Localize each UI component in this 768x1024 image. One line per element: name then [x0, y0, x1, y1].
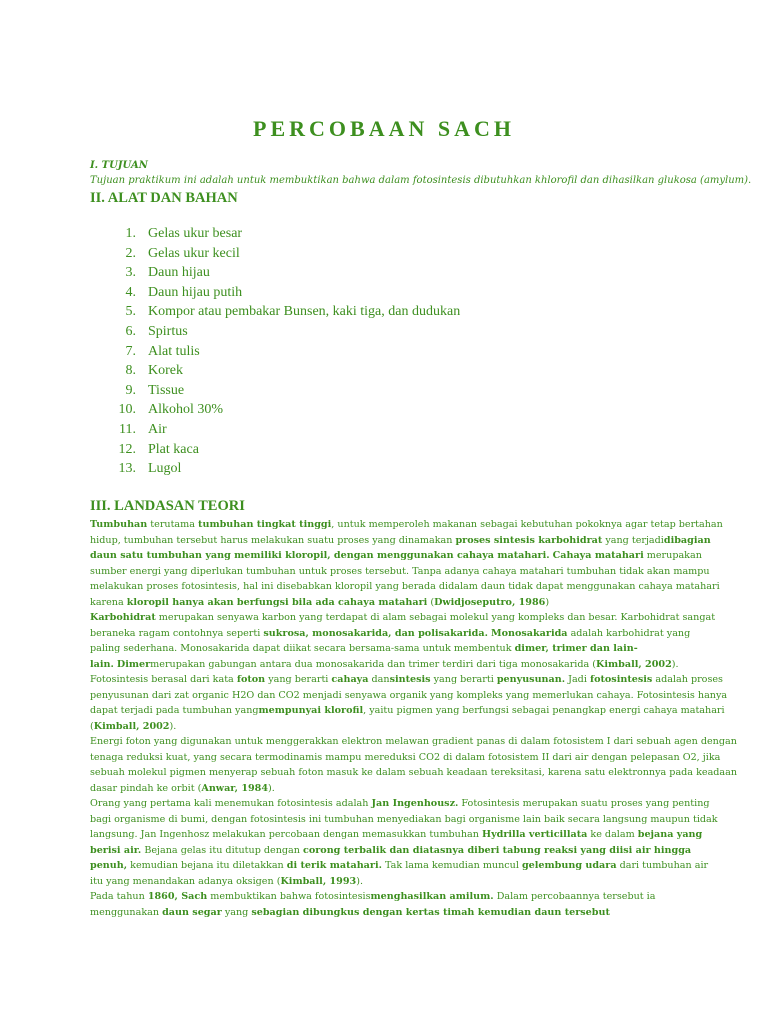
paragraph-line	[90, 796, 710, 812]
text-run: beraneka ragam contohnya seperti	[90, 627, 264, 639]
bold-text: mempunyai klorofil	[258, 705, 364, 716]
bold-text: gelembung udara	[521, 860, 617, 871]
text-run: dari tumbuhan air	[616, 860, 709, 871]
tujuan-heading: I. TUJUAN	[90, 160, 148, 171]
paragraph-line	[90, 688, 728, 704]
bold-text: foton	[236, 674, 266, 685]
paragraph-line	[90, 781, 690, 797]
text-run: membuktikan bahwa fotosintesis	[207, 891, 371, 902]
paragraph-line	[90, 517, 723, 533]
list-item-label: Gelas ukur kecil	[148, 245, 240, 261]
list-item-number: 8.	[125, 363, 136, 379]
text-run: ).	[671, 658, 679, 670]
text-run: ).	[169, 720, 177, 732]
list-item-number: 13.	[118, 461, 136, 477]
bold-text: Kimball, 2002	[93, 720, 170, 732]
alat-list	[90, 224, 460, 479]
list-item-number: 1.	[125, 226, 136, 241]
list-item	[90, 302, 460, 322]
bold-text: Jan Ingenhousz.	[371, 798, 459, 809]
bold-text: proses sintesis karbohidrat	[455, 534, 603, 546]
bold-text: Karbohidrat	[90, 612, 156, 623]
paragraph-line	[90, 843, 690, 859]
text-run: Tak lama kemudian muncul	[381, 860, 522, 871]
text-run: yang terjadi	[602, 534, 664, 546]
text-run: merupakan	[643, 550, 702, 561]
list-item-number: 2.	[125, 245, 136, 261]
list-item-label: Daun hijau	[148, 265, 210, 281]
text-run: itu yang menandakan adanya oksigen (	[90, 875, 281, 887]
list-item-label: Gelas ukur besar	[148, 226, 243, 241]
text-run: kemudian bejana itu diletakkan	[127, 860, 287, 871]
bold-text: fotosintesis	[589, 674, 653, 685]
bold-text: sebagian dibungkus dengan kertas timah kemudian daun tersebut	[251, 906, 610, 918]
text-run: )	[545, 596, 550, 608]
text-run: adalah karbohidrat yang	[567, 627, 691, 639]
paragraph-line	[90, 533, 711, 549]
bold-text: menghasilkan amilum.	[370, 891, 494, 902]
bold-text: dibagian	[663, 534, 711, 546]
text-run: paling sederhana. Monosakarida dapat diikat secara bersama-sama untuk membentuk	[90, 643, 515, 654]
text-run: bagi organisme di bumi, dengan fotosintesis ini tumbuhan menyediakan bagi organisme lain baik secara langsung maupun tidak	[90, 813, 718, 825]
bold-text: Anwar, 1984	[201, 782, 269, 794]
bold-text: lain.	[90, 658, 114, 670]
list-item	[90, 459, 460, 479]
tujuan-text: Tujuan praktikum ini adalah untuk membuktikan bahwa dalam fotosintesis dibutuhkan khlorofil dan dihasilkan glukosa (amylum).	[90, 175, 752, 186]
list-item-label: Plat kaca	[148, 441, 199, 457]
paragraph-line	[90, 719, 690, 735]
text-run: melakukan proses fotosintesis, hal ini disebabkan kloropil yang berada didalam daun tidak dapat menggunakan cahaya matahari	[90, 581, 720, 592]
list-item-label: Air	[148, 421, 167, 437]
list-item	[90, 342, 460, 362]
bold-text: penyusunan.	[496, 674, 566, 685]
text-run: merupakan senyawa karbon yang terdapat di alam sebagai molekul yang kompleks dan besar. Karbohidrat sangat	[155, 612, 716, 623]
text-run: (	[427, 596, 435, 608]
list-item-number: 12.	[118, 441, 136, 457]
list-item-number: 3.	[125, 265, 136, 281]
paragraph-line	[90, 765, 738, 781]
list-item-number: 6.	[125, 323, 136, 339]
list-item	[90, 420, 460, 440]
text-run: sebuah molekul pigmen menyerap sebuah foton masuk ke dalam sebuah keadaan tereksitasi, karena satu elektronnya pada keadaan	[90, 767, 738, 778]
text-run: dapat terjadi pada tumbuhan yang	[90, 705, 259, 716]
list-item	[90, 440, 460, 460]
paragraph-line	[90, 626, 690, 642]
text-run: adalah proses	[652, 674, 723, 685]
text-run: terutama	[147, 519, 199, 530]
bold-text: sukrosa, monosakarida, dan polisakarida.	[263, 627, 488, 639]
paragraph-line	[90, 734, 737, 750]
paragraph-line	[90, 548, 702, 564]
bold-text: daun satu tumbuhan yang memiliki kloropil, dengan menggunakan cahaya matahari.	[90, 550, 550, 561]
bold-text: Kimball, 1993	[280, 875, 357, 887]
bold-text: Dwidjoseputro, 1986	[434, 596, 546, 608]
list-item-label: Spirtus	[148, 323, 188, 339]
bold-text: Hydrilla verticillata	[482, 829, 588, 840]
bold-text: cahaya	[331, 674, 369, 685]
list-item-label: Alkohol 30%	[148, 402, 224, 418]
list-item-label: Kompor atau pembakar Bunsen, kaki tiga, dan dudukan	[148, 304, 461, 320]
list-item	[90, 361, 460, 381]
text-run: yang berarti	[265, 674, 332, 685]
list-item-number: 7.	[125, 343, 136, 359]
text-run: Dalam percobaannya tersebut ia	[493, 891, 656, 902]
list-item-number: 10.	[118, 402, 136, 418]
paragraph-line	[90, 641, 690, 657]
paragraph-line	[90, 672, 723, 688]
paragraph-line	[90, 595, 690, 611]
text-run: menggunakan	[90, 906, 163, 918]
bold-text: Dimer	[116, 658, 151, 670]
list-item-label: Lugol	[148, 461, 182, 477]
paragraph-line	[90, 750, 721, 766]
text-run: (	[90, 720, 94, 732]
paragraph-line	[90, 657, 690, 673]
alat-heading: II. ALAT DAN BAHAN	[90, 190, 238, 206]
text-run: karena	[90, 596, 127, 608]
list-item	[90, 263, 460, 283]
list-item	[90, 244, 460, 264]
list-item	[90, 283, 460, 303]
text-run: , yaitu pigmen yang berfungsi sebagai penangkap energi cahaya matahari	[363, 705, 725, 716]
text-run: Energi foton yang digunakan untuk menggerakkan elektron melawan gradient panas di dalam fotosistem I dari sebuah agen dengan	[90, 736, 737, 747]
list-item-number: 4.	[125, 284, 136, 300]
list-item-label: Tissue	[148, 382, 185, 398]
paragraph-line	[90, 827, 703, 843]
bold-text: di terik matahari.	[286, 860, 382, 871]
text-run: sumber energi yang diperlukan tumbuhan untuk proses tersebut. Tanpa adanya cahaya matahari tumbuhan tidak akan mampu	[90, 565, 710, 577]
text-run: merupakan gabungan antara dua monosakarida dan trimer terdiri dari tiga monosakarida (	[150, 658, 597, 670]
bold-text: daun segar	[162, 906, 222, 918]
bold-text: tumbuhan tingkat tinggi	[198, 519, 332, 530]
bold-text: Cahaya matahari	[552, 550, 644, 561]
paragraph-line	[90, 858, 709, 874]
text-run: Fotosintesis berasal dari kata	[90, 674, 237, 685]
bold-text: kloropil hanya akan berfungsi bila ada cahaya matahari	[126, 596, 428, 608]
list-item-number: 5.	[125, 304, 136, 320]
paragraph-line	[90, 579, 720, 595]
text-run: langsung. Jan Ingenhosz melakukan percobaan dengan memasukkan tumbuhan	[90, 829, 482, 840]
list-item-label: Korek	[148, 363, 183, 379]
paragraph-line	[90, 874, 690, 890]
text-run: yang berarti	[430, 674, 497, 685]
paragraph-line	[90, 703, 725, 719]
list-item	[90, 322, 460, 342]
bold-text: dimer, trimer dan lain-	[514, 643, 638, 654]
text-run: Jadi	[565, 674, 590, 685]
bold-text: corong terbalik dan diatasnya diberi tabung reaksi yang diisi air hingga	[303, 844, 692, 856]
paragraph-line	[90, 610, 716, 626]
teori-heading: III. LANDASAN TEORI	[90, 498, 245, 514]
document-title: PERCOBAAN SACH	[253, 116, 515, 141]
text-run: yang	[221, 906, 252, 918]
paragraph-line	[90, 564, 710, 580]
text-run: ).	[268, 782, 275, 794]
list-item	[90, 381, 460, 401]
bold-text: penuh,	[90, 860, 128, 871]
text-run: Bejana gelas itu ditutup dengan	[141, 844, 303, 856]
paragraph-line	[90, 889, 690, 905]
text-run: ke dalam	[587, 829, 638, 840]
bold-text: 1860, Sach	[147, 891, 208, 902]
text-run: dasar pindah ke orbit (	[90, 782, 202, 794]
paragraph-line	[90, 905, 690, 921]
bold-text: Kimball, 2002	[596, 658, 672, 670]
text-run: Orang yang pertama kali menemukan fotosintesis adalah	[90, 798, 372, 809]
bold-text: sintesis	[389, 674, 431, 685]
text-run: ).	[356, 875, 363, 887]
text-run: penyusunan dari zat organic H2O dan CO2 menjadi senyawa organik yang kompleks yang memerlukan cahaya. Fotosintesis hanya	[90, 689, 728, 701]
text-run: hidup, tumbuhan tersebut harus melakukan suatu proses yang dinamakan	[90, 534, 456, 546]
bold-text: berisi air.	[90, 844, 142, 856]
teori-body	[90, 517, 738, 920]
list-item-label: Daun hijau putih	[148, 284, 243, 300]
text-run: , untuk memperoleh makanan sebagai kebutuhan pokoknya agar tetap bertahan	[331, 519, 723, 530]
list-item-number: 11.	[119, 421, 136, 437]
list-item-label: Alat tulis	[148, 343, 200, 359]
text-run: Pada tahun	[90, 891, 148, 902]
text-run: tenaga reduksi kuat, yang secara termodinamis mampu mereduksi CO2 di dalam fotosistem II dari air dengan pelepasan O2, jika	[90, 751, 721, 763]
text-run: Fotosintesis merupakan suatu proses yang penting	[458, 798, 710, 809]
text-run: dan	[368, 674, 390, 685]
list-item	[90, 400, 460, 420]
bold-text: bejana yang	[637, 829, 703, 840]
list-item-number: 9.	[125, 382, 136, 398]
bold-text: Tumbuhan	[90, 519, 148, 530]
paragraph-line	[90, 812, 718, 828]
list-item	[90, 224, 460, 244]
bold-text: Monosakarida	[491, 627, 568, 639]
